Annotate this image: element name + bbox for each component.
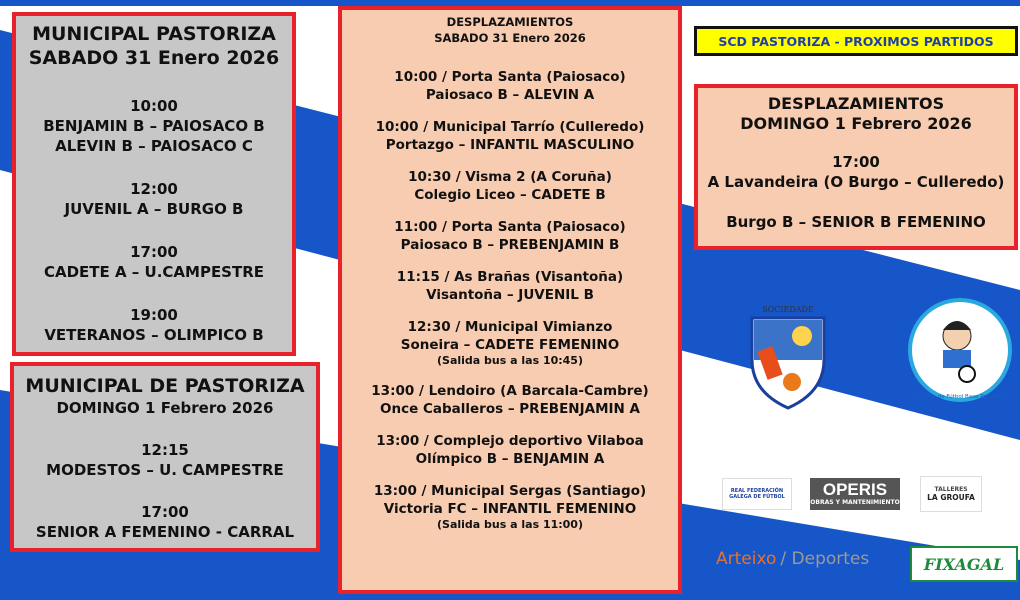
away-match <box>342 218 678 254</box>
match-line: Portazgo – INFANTIL MASCULINO <box>385 137 635 153</box>
match-venue: A Lavandeira (O Burgo – Culleredo) <box>707 173 1005 191</box>
match-line: Visantoña – JUVENIL B <box>426 287 594 303</box>
match-line: JUVENIL A – BURGO B <box>64 200 244 218</box>
arteixo-text: Arteixo <box>716 549 777 569</box>
match-venue: 11:15 / As Brañas (Visantoña) <box>396 269 624 285</box>
match-line: ALEVIN B – PAIOSACO C <box>55 137 253 155</box>
match-line: VETERANOS – OLIMPICO B <box>44 326 264 344</box>
club-crest-icon <box>742 300 834 412</box>
match-time: 17:00 <box>832 153 880 171</box>
match-line: Paiosaco B – PREBENJAMIN B <box>400 237 620 253</box>
panel-date: SABADO 31 Enero 2026 <box>28 47 280 69</box>
match-time: 12:15 <box>141 441 189 459</box>
panel-title: MUNICIPAL DE PASTORIZA <box>25 375 305 397</box>
panel-date: DOMINGO 1 Febrero 2026 <box>740 114 972 133</box>
home-saturday-panel <box>12 12 296 356</box>
match-line: MODESTOS – U. CAMPESTRE <box>46 461 284 479</box>
match-venue: 10:30 / Visma 2 (A Coruña) <box>408 169 612 185</box>
panel-date: SABADO 31 Enero 2026 <box>434 31 586 45</box>
match-venue: 13:00 / Municipal Sergas (Santiago) <box>373 483 647 499</box>
match-time: 12:00 <box>130 180 178 198</box>
away-match <box>342 268 678 304</box>
away-match <box>342 168 678 204</box>
fixagal-logo <box>910 546 1018 582</box>
panel-title: DESPLAZAMIENTOS <box>446 15 574 29</box>
talleres-top-text: TALLERES <box>934 486 968 493</box>
match-line: Olímpico B – BENJAMIN A <box>415 451 605 467</box>
banner-text: SCD PASTORIZA - PROXIMOS PARTIDOS <box>718 33 994 49</box>
talleres-text: LA GROUFA <box>927 493 975 502</box>
away-match <box>342 68 678 104</box>
away-sunday-panel <box>694 84 1018 250</box>
match-block <box>16 96 292 156</box>
bus-note: (Salida bus a las 11:00) <box>437 518 583 531</box>
match-line: SENIOR A FEMENINO - CARRAL <box>35 523 295 541</box>
away-match <box>342 482 678 532</box>
match-line: Victoria FC – INFANTIL FEMENINO <box>383 501 637 517</box>
arteixo-logo <box>716 546 872 572</box>
away-match <box>342 318 678 368</box>
match-line: Paiosaco B – ALEVIN A <box>425 87 595 103</box>
away-match <box>342 432 678 468</box>
operis-logo <box>810 478 900 510</box>
match-line: CADETE A – U.CAMPESTRE <box>43 263 265 281</box>
panel-date: DOMINGO 1 Febrero 2026 <box>56 399 274 417</box>
match-block <box>16 242 292 282</box>
match-block <box>14 502 316 542</box>
school-logo-icon <box>905 298 1015 408</box>
away-match <box>342 382 678 418</box>
match-time: 10:00 <box>130 97 178 115</box>
fixagal-text: FIXAGAL <box>923 554 1005 574</box>
match-time: 19:00 <box>130 306 178 324</box>
talleres-logo <box>920 476 982 512</box>
match-line: BENJAMIN B – PAIOSACO B <box>43 117 265 135</box>
operis-text: OPERIS <box>822 480 888 499</box>
match-venue: 12:30 / Municipal Vimianzo <box>407 319 613 335</box>
rfgf-text: REAL FEDERACIÓN GALEGA DE FÚTBOL <box>729 488 785 500</box>
away-saturday-panel <box>338 6 682 594</box>
crest-text: SOCIEDADE <box>762 305 814 314</box>
bus-note: (Salida bus a las 10:45) <box>437 354 583 367</box>
match-venue: 10:00 / Municipal Tarrío (Culleredo) <box>375 119 645 135</box>
match-time: 17:00 <box>130 243 178 261</box>
match-block <box>14 440 316 480</box>
match-venue: 11:00 / Porta Santa (Paiosaco) <box>394 219 626 235</box>
match-line: Colegio Liceo – CADETE B <box>414 187 606 203</box>
arteixo-subtext: / Deportes <box>780 549 870 569</box>
match-line: Burgo B – SENIOR B FEMENINO <box>726 213 986 231</box>
school-logo-text: Escuela de Fútbol Base Pastoriza <box>914 394 1006 400</box>
match-line: Soneira – CADETE FEMENINO <box>400 337 620 353</box>
rfgf-logo <box>722 478 792 510</box>
panel-title: MUNICIPAL PASTORIZA <box>32 23 276 45</box>
next-matches-banner <box>694 26 1018 56</box>
match-venue: 10:00 / Porta Santa (Paiosaco) <box>394 69 626 85</box>
match-block <box>16 179 292 219</box>
match-time: 17:00 <box>141 503 189 521</box>
home-sunday-panel <box>10 362 320 552</box>
operis-subtext: OBRAS Y MANTENIMIENTO <box>810 499 900 506</box>
match-venue: 13:00 / Lendoiro (A Barcala-Cambre) <box>371 383 649 399</box>
match-block <box>16 305 292 345</box>
match-venue: 13:00 / Complejo deportivo Vilaboa <box>376 433 644 449</box>
panel-title: DESPLAZAMIENTOS <box>767 94 945 113</box>
away-match <box>342 118 678 154</box>
match-line: Once Caballeros – PREBENJAMIN A <box>380 401 640 417</box>
